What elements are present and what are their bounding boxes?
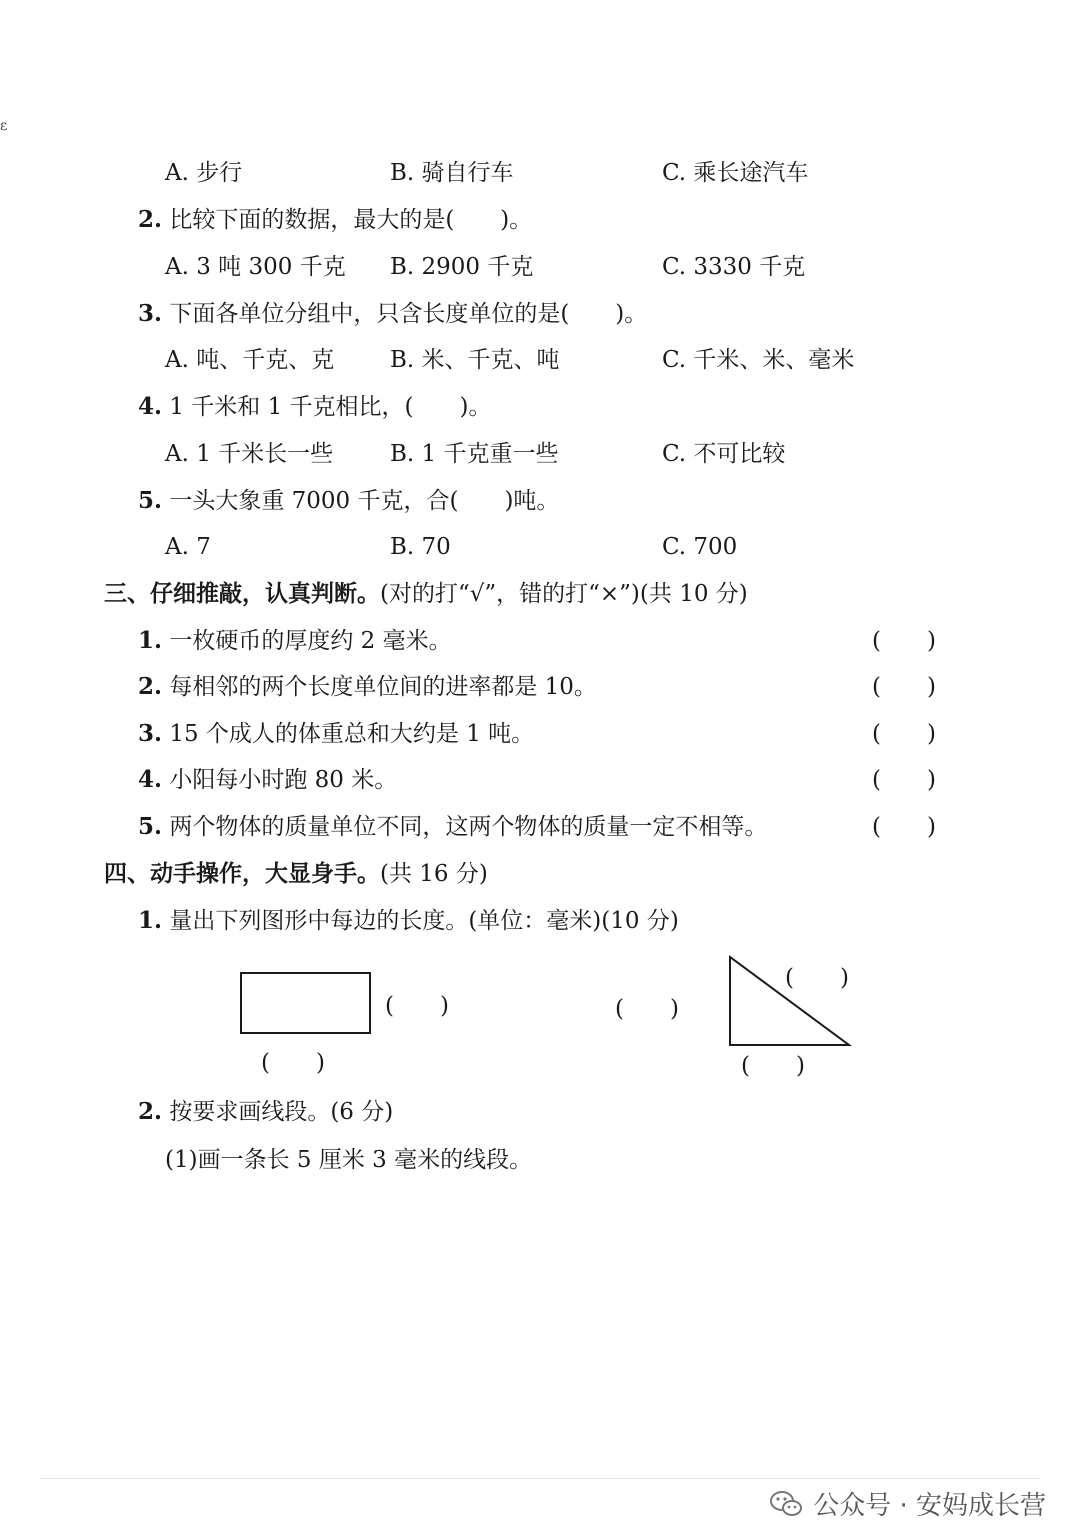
section4-title: 四、动手操作，大显身手。 (104, 860, 380, 887)
op2-subquestion-1: (1)画一条长 5 厘米 3 毫米的线段。 (165, 1147, 533, 1173)
q4-option-b: B. 1 千克重一些 (390, 441, 559, 467)
judge-text: 每相邻的两个长度单位间的进率都是 10。 (169, 674, 597, 700)
q3-option-a: A. 吨、千克、克 (165, 347, 335, 373)
judge-text: 小阳每小时跑 80 米。 (169, 767, 398, 793)
wechat-watermark (769, 1485, 1046, 1522)
q4-text: 1 千米和 1 千克相比，( )。 (169, 394, 492, 420)
op2-number: 2. (138, 1098, 163, 1125)
judge-number: 3. (138, 720, 163, 747)
q2-option-a: A. 3 吨 300 千克 (165, 254, 346, 280)
q4-option-a: A. 1 千米长一些 (165, 441, 334, 467)
q5-number: 5. (138, 487, 163, 514)
q2-option-c: C. 3330 千克 (662, 254, 806, 280)
judge-answer-blank-5[interactable]: ( ) (872, 814, 936, 840)
judge-answer-blank-2[interactable]: ( ) (872, 674, 936, 700)
q1-option-b: B. 骑自行车 (390, 160, 514, 186)
judge-number: 4. (138, 766, 163, 793)
rect-height-blank[interactable]: ( ) (385, 993, 449, 1019)
triangle-vertical-side-blank[interactable]: ( ) (615, 996, 679, 1022)
rectangle-figure (241, 973, 370, 1033)
judge-answer-blank-1[interactable]: ( ) (872, 628, 936, 654)
judge-text: 15 个成人的体重总和大约是 1 吨。 (169, 721, 535, 747)
rect-width-blank[interactable]: ( ) (261, 1050, 325, 1076)
q2-text: 比较下面的数据，最大的是( )。 (169, 207, 533, 233)
judge-number: 2. (138, 673, 163, 700)
q5-text: 一头大象重 7000 千克，合( )吨。 (169, 488, 560, 514)
page-edge-mark: ε (0, 118, 8, 134)
op1-text: 量出下列图形中每边的长度。(单位：毫米)(10 分) (169, 908, 679, 934)
q3-number: 3. (138, 300, 163, 327)
q2-option-b: B. 2900 千克 (390, 254, 534, 280)
q2-number: 2. (138, 206, 163, 233)
section4-note: (共 16 分) (380, 861, 488, 887)
q4-number: 4. (138, 393, 163, 420)
judge-number: 1. (138, 627, 163, 654)
section3-title: 三、仔细推敲，认真判断。 (104, 580, 380, 607)
q5-option-c: C. 700 (662, 534, 738, 560)
op2-text: 按要求画线段。(6 分) (169, 1099, 394, 1125)
q1-option-a: A. 步行 (165, 160, 243, 186)
op1-number: 1. (138, 907, 163, 934)
q5-option-a: A. 7 (165, 534, 211, 560)
watermark-text: 公众号 · 安妈成长营 (813, 1491, 1046, 1521)
judge-number: 5. (138, 813, 163, 840)
q3-text: 下面各单位分组中，只含长度单位的是( )。 (169, 301, 648, 327)
judge-text: 一枚硬币的厚度约 2 毫米。 (169, 628, 452, 654)
q5-option-b: B. 70 (390, 534, 451, 560)
triangle-base-blank[interactable]: ( ) (741, 1053, 805, 1079)
q3-option-b: B. 米、千克、吨 (390, 347, 560, 373)
op2-question (138, 1097, 393, 1127)
section3-note: (对的打“√”，错的打“×”)(共 10 分) (380, 581, 748, 607)
judge-answer-blank-4[interactable]: ( ) (872, 767, 936, 793)
q3-option-c: C. 千米、米、毫米 (662, 347, 855, 373)
judge-text: 两个物体的质量单位不同，这两个物体的质量一定不相等。 (169, 814, 768, 840)
footer-divider (40, 1478, 1040, 1479)
q4-option-c: C. 不可比较 (662, 441, 786, 467)
q1-option-c: C. 乘长途汽车 (662, 160, 809, 186)
wechat-icon (769, 1490, 803, 1518)
judge-answer-blank-3[interactable]: ( ) (872, 721, 936, 747)
triangle-hypotenuse-blank[interactable]: ( ) (785, 965, 849, 991)
